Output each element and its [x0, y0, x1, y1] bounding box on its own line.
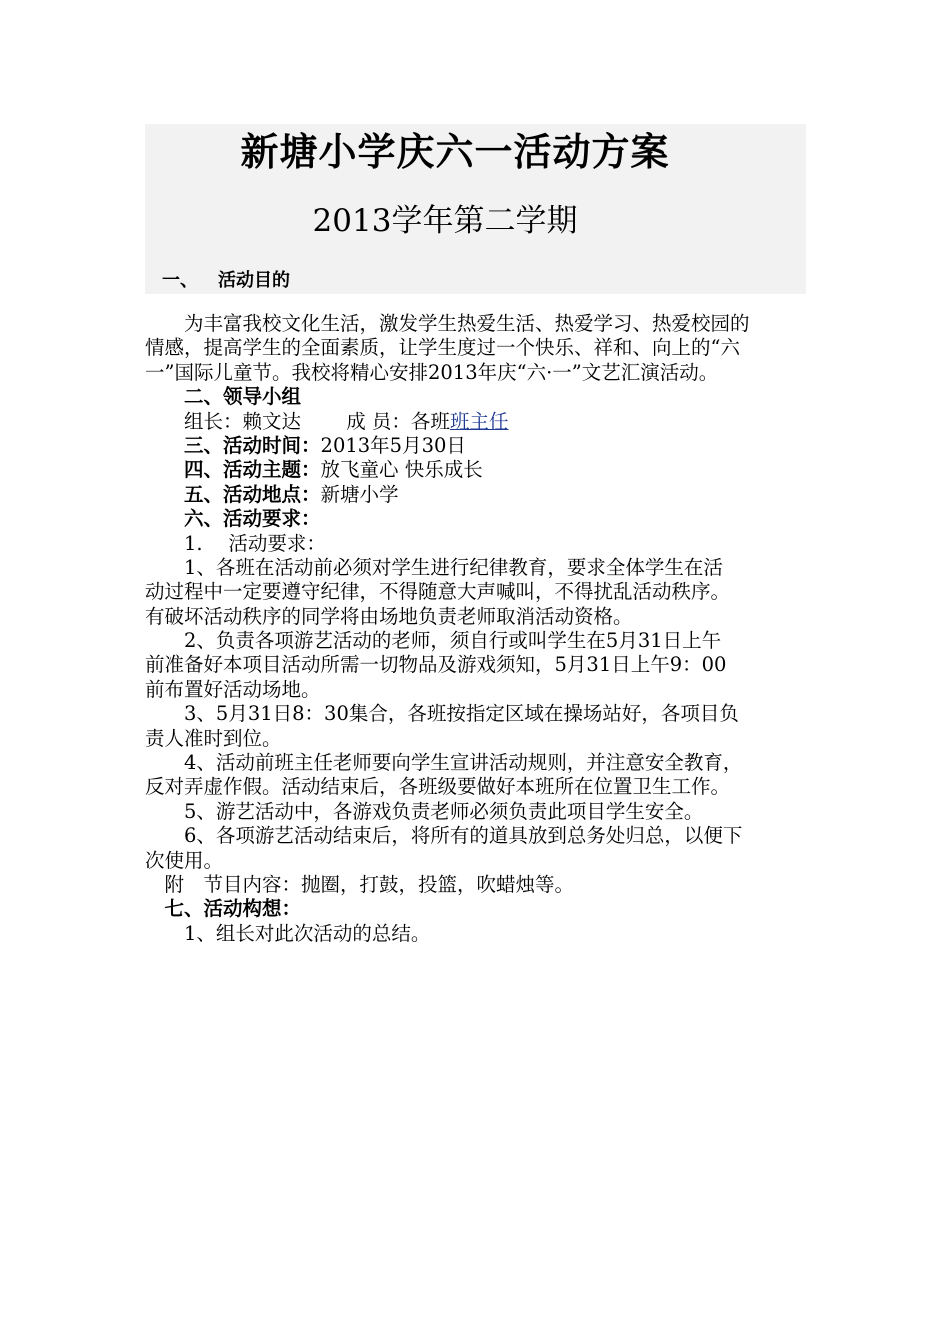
- section-5-value: 新塘小学: [320, 482, 399, 506]
- members-link[interactable]: 班主任: [449, 409, 509, 433]
- members-text: 成 员：各班: [346, 409, 450, 433]
- section-5-line: [145, 483, 815, 507]
- purpose-line: 情感，提高学生的全面素质，让学生度过一个快乐、祥和、向上的“六: [145, 336, 740, 360]
- requirement-line: 反对弄虚作假。活动结束后，各班级要做好本班所在位置卫生工作。: [145, 775, 731, 799]
- section-2-heading: [145, 385, 815, 409]
- section-4-label: 四、活动主题：: [184, 458, 321, 482]
- requirement-line: 6、各项游艺活动结束后，将所有的道具放到总务处归总，以便下: [145, 824, 743, 848]
- requirement-line: 4、活动前班主任老师要向学生宣讲活动规则，并注意安全教育，: [145, 751, 743, 775]
- requirements-heading-text: 1. 活动要求：: [184, 531, 326, 555]
- requirements-heading: [145, 532, 815, 556]
- plan-line: 1、组长对此次活动的总结。: [145, 921, 431, 945]
- purpose-line: 一”国际儿童节。我校将精心安排2013年庆“六·一”文艺汇演活动。: [145, 360, 719, 384]
- requirement-line: 3、5月31日8：30集合，各班按指定区域在操场站好，各项目负: [145, 702, 739, 726]
- leaders-line: [145, 410, 815, 434]
- section-1-number: 一、: [162, 270, 198, 291]
- section-7-label: 七、活动构想：: [164, 897, 302, 921]
- requirement-line: 有破坏活动秩序的同学将由场地负责老师取消活动资格。: [145, 604, 633, 628]
- requirement-line: 附 节目内容：抛圈，打鼓，投篮，吹蜡烛等。: [145, 872, 575, 896]
- section-3-line: [145, 434, 815, 458]
- section-1-label: 活动目的: [218, 270, 290, 291]
- section-4-value: 放飞童心 快乐成长: [320, 458, 483, 482]
- section-7-line: [145, 897, 815, 921]
- requirement-line: 前准备好本项目活动所需一切物品及游戏须知，5月31日上午9：00: [145, 653, 727, 677]
- page-title: 新塘小学庆六一活动方案: [240, 129, 670, 174]
- section-6-line: [145, 507, 815, 531]
- requirement-line: 2、负责各项游艺活动的老师，须自行或叫学生在5月31日上午: [145, 629, 722, 653]
- requirement-line: 动过程中一定要遵守纪律，不得随意大声喊叫，不得扰乱活动秩序。: [145, 580, 731, 604]
- requirement-line: 1、各班在活动前必须对学生进行纪律教育，要求全体学生在活: [145, 555, 723, 579]
- document-body: [145, 312, 815, 946]
- section-6-label: 六、活动要求：: [184, 507, 321, 531]
- page-subtitle: 2013学年第二学期: [312, 203, 578, 239]
- section-2-label: 二、领导小组: [184, 385, 302, 409]
- section-4-line: [145, 458, 815, 482]
- purpose-line: 为丰富我校文化生活，激发学生热爱生活、热爱学习、热爱校园的: [145, 312, 750, 335]
- section-1-heading: [162, 268, 290, 294]
- requirement-line: 前布置好活动场地。: [145, 677, 321, 701]
- requirement-line: 5、游艺活动中，各游戏负责老师必须负责此项目学生安全。: [145, 799, 704, 823]
- section-3-label: 三、活动时间：: [184, 433, 321, 457]
- section-5-label: 五、活动地点：: [184, 482, 321, 506]
- requirement-line: 次使用。: [145, 848, 224, 872]
- section-3-value: 2013年5月30日: [320, 433, 466, 457]
- requirement-line: 责人准时到位。: [145, 726, 282, 750]
- leader-text: 组长：赖文达: [184, 409, 302, 433]
